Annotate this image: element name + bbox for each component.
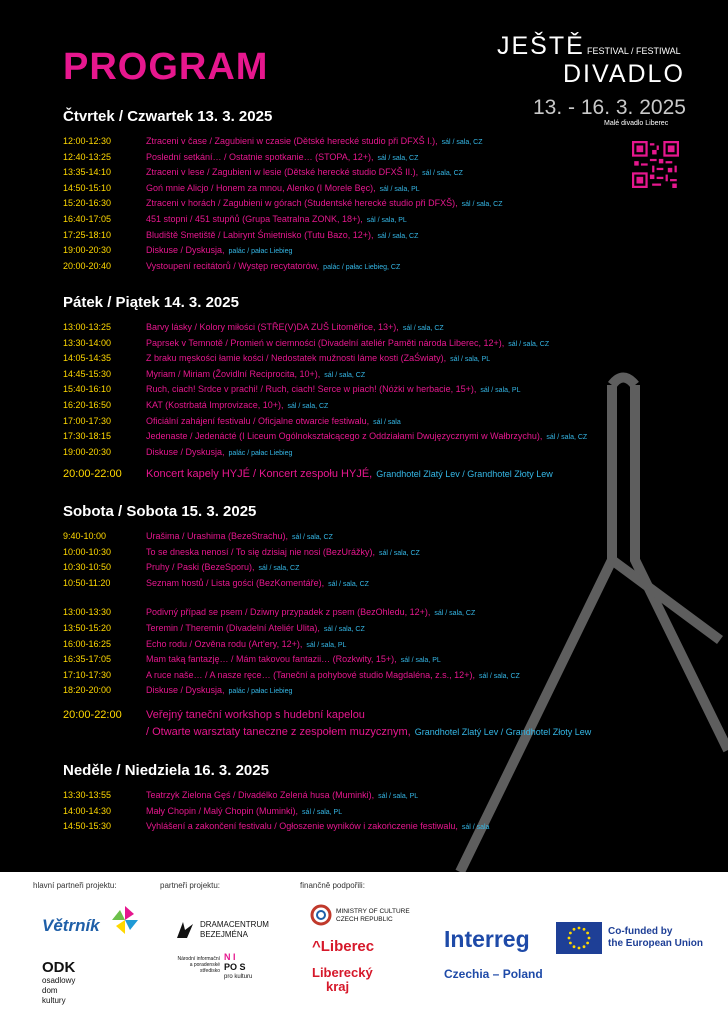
performance: Teremin / Theremin (Divadelní Ateliér Ulita), bbox=[146, 622, 320, 633]
list-item bbox=[63, 821, 703, 837]
location: sál / sala, CZ bbox=[287, 402, 329, 410]
time: 14:05-14:35 bbox=[63, 353, 112, 364]
performance: Myriam / Miriam (Žovidlní Reciprocita, 10+), bbox=[146, 368, 321, 379]
list-item bbox=[63, 806, 703, 822]
day-saturday bbox=[63, 503, 703, 741]
list-item bbox=[63, 353, 703, 369]
performance: Oficiální zahájení festivalu / Oficjalne otwarcie festiwalu, bbox=[146, 415, 370, 426]
eu-line: Co-funded by bbox=[608, 926, 673, 937]
time: 20:00-20:40 bbox=[63, 260, 112, 271]
main-partners-label: hlavní partneři projektu: bbox=[33, 881, 117, 890]
nipos-description bbox=[172, 956, 220, 974]
list-item bbox=[63, 338, 703, 354]
performance: Goń mnie Alicjo / Honem za mnou, Alenko (I Morele Bęc), bbox=[146, 182, 376, 193]
kraj-line: Liberecký bbox=[312, 965, 373, 980]
eu-line: the European Union bbox=[608, 938, 703, 949]
nipos-logo[interactable] bbox=[224, 952, 252, 982]
festival-venue: Malé divadlo Liberec bbox=[604, 120, 669, 127]
time: 10:50-11:20 bbox=[63, 577, 111, 588]
time: 13:00-13:30 bbox=[63, 607, 112, 618]
list-item bbox=[63, 245, 703, 261]
location: sál / sala, CZ bbox=[441, 139, 483, 146]
location: sál / sala, CZ bbox=[377, 232, 419, 240]
performance: Ruch, ciach! Srdce v prachi! / Ruch, ciach! Serce w piach! (Nóżki w herbacie, 15+), bbox=[146, 384, 477, 395]
location: sál / sala, CZ bbox=[508, 340, 550, 348]
performance: Teatrzyk Zielona Gęś / Divadélko Zelená husa (Muminki), bbox=[146, 790, 375, 800]
time: 16:00-16:25 bbox=[63, 638, 112, 649]
list-item bbox=[63, 167, 703, 183]
kraj-line: kraj bbox=[326, 979, 350, 994]
time: 13:50-15:20 bbox=[63, 622, 112, 633]
performance: Pruhy / Paski (BezeSporu), bbox=[146, 562, 255, 573]
nipos-desc-line: středisko bbox=[199, 968, 220, 974]
performance: Bludiště Smetiště / Labirynt Śmietnisko (Tutu Bazo, 12+), bbox=[146, 229, 374, 240]
list-item bbox=[63, 261, 703, 277]
day-title: Sobota / Sobota 15. 3. 2025 bbox=[63, 503, 257, 520]
performance: Podivný případ se psem / Dziwny przypadek z psem (BezOhledu, 12+), bbox=[146, 607, 431, 618]
dramacentrum-logo[interactable] bbox=[200, 920, 269, 940]
performance: / Otwarte warsztaty taneczne z zespołem muzycznym, bbox=[146, 725, 411, 738]
partners-label: partneři projektu: bbox=[160, 881, 221, 890]
list-item bbox=[63, 447, 703, 463]
location: palác / pałac Liebieg, CZ bbox=[323, 263, 401, 271]
performance: Jedenaste / Jedenácté (I Liceum Ogólnokształcącego z Oddziałami Dwujęzycznymi w Wałbrzychu), bbox=[146, 431, 543, 442]
odk-line: osadlowy bbox=[42, 976, 76, 985]
location: sál / sala, CZ bbox=[377, 154, 419, 162]
list-item bbox=[63, 214, 703, 230]
list-item bbox=[63, 562, 703, 578]
performance: Vystoupení recitátorů / Występ recytatorów, bbox=[146, 260, 320, 271]
time: 14:00-14:30 bbox=[63, 805, 112, 816]
performance: Diskuse / Dyskusja, bbox=[146, 245, 225, 256]
location: sál / sala, CZ bbox=[328, 580, 369, 588]
ministry-line: CZECH REPUBLIC bbox=[336, 916, 393, 923]
time: 17:00-17:30 bbox=[63, 415, 112, 426]
liberec-logo[interactable]: ^Liberec bbox=[312, 938, 375, 955]
day-friday bbox=[63, 294, 703, 488]
list-item bbox=[63, 230, 703, 246]
nipos-desc-line: a poradenské bbox=[189, 962, 220, 968]
list-item bbox=[63, 416, 703, 432]
list-item bbox=[63, 198, 703, 214]
time: 9:40-10:00 bbox=[63, 531, 107, 541]
performance-block bbox=[146, 707, 591, 741]
time: 19:00-20:30 bbox=[63, 446, 112, 457]
time: 13:00-13:25 bbox=[63, 322, 112, 332]
time: 15:20-16:30 bbox=[63, 198, 112, 209]
list-item bbox=[63, 654, 703, 670]
performance: Ztraceni v lese / Zagubieni w lesie (Dětské herecké studio DFXŠ II.), bbox=[146, 167, 419, 178]
time: 16:20-16:50 bbox=[63, 399, 112, 410]
eu-cofunding-text[interactable] bbox=[608, 926, 703, 950]
time: 12:00-12:30 bbox=[63, 136, 112, 146]
list-item bbox=[63, 639, 703, 655]
time: 13:35-14:10 bbox=[63, 167, 112, 178]
dramacentrum-line: BEZEJMÉNA bbox=[200, 930, 249, 939]
time: 13:30-14:00 bbox=[63, 337, 112, 348]
location: Grandhotel Zlatý Lev / Grandhotel Złoty Lew bbox=[376, 469, 553, 480]
nipos-desc-line: Národní informační bbox=[177, 956, 220, 962]
odk-logo[interactable] bbox=[42, 960, 75, 1006]
pinwheel-icon bbox=[110, 904, 140, 936]
list-item bbox=[63, 400, 703, 416]
location: sál / sala bbox=[373, 418, 401, 426]
location: sál / sala, CZ bbox=[546, 434, 588, 442]
day-title: Pátek / Piątek 14. 3. 2025 bbox=[63, 294, 239, 311]
location: sál / sala, PL bbox=[400, 657, 441, 665]
location: sál / sala, PL bbox=[302, 808, 343, 816]
nipos-line: N I bbox=[224, 952, 236, 962]
list-item bbox=[63, 607, 703, 623]
performance: Urašima / Urashima (BezeStrachu), bbox=[146, 531, 289, 541]
list-item bbox=[63, 384, 703, 400]
time: 14:50-15:30 bbox=[63, 821, 112, 832]
list-item bbox=[63, 136, 703, 152]
location: sál / sala, CZ bbox=[461, 201, 503, 209]
location: sál / sala, CZ bbox=[402, 325, 444, 332]
day-sunday bbox=[63, 762, 703, 837]
list-item-highlight bbox=[63, 707, 703, 741]
ministry-icon bbox=[310, 904, 332, 926]
day-thursday bbox=[63, 108, 703, 276]
location: sál / sala, CZ bbox=[324, 371, 366, 379]
performance: Paprsek v Temnotě / Promień w ciemności (Divadelní ateliér Paměti národa Liberec, 12+), bbox=[146, 337, 505, 348]
list-item bbox=[63, 152, 703, 168]
performance: To se dneska nenosí / To się dzisiaj nie nosi (BezUrážky), bbox=[146, 546, 375, 557]
time: 16:40-17:05 bbox=[63, 213, 112, 224]
dramacentrum-icon bbox=[175, 920, 195, 940]
time: 20:00-22:00 bbox=[63, 708, 122, 721]
list-item bbox=[63, 623, 703, 639]
location: sál / sala, CZ bbox=[258, 565, 300, 573]
time: 18:20-20:00 bbox=[63, 685, 112, 696]
time: 16:35-17:05 bbox=[63, 654, 112, 665]
day-title: Neděle / Niedziela 16. 3. 2025 bbox=[63, 762, 269, 779]
performance: Vyhlášení a zakončení festivalu / Ogłoszenie wyników i zakończenie festiwalu, bbox=[146, 821, 458, 832]
time: 15:40-16:10 bbox=[63, 384, 112, 395]
program-title: PROGRAM bbox=[63, 46, 269, 88]
time: 17:10-17:30 bbox=[63, 669, 112, 680]
performance: Veřejný taneční workshop s hudební kapelou bbox=[146, 708, 365, 721]
location: sál / sala, CZ bbox=[378, 549, 420, 557]
list-item-highlight bbox=[63, 468, 703, 488]
location: Grandhotel Zlatý Lev / Grandhotel Złoty Lew bbox=[414, 726, 592, 737]
odk-title: ODK bbox=[42, 959, 76, 976]
time: 17:30-18:15 bbox=[63, 431, 112, 442]
performance: Mam taką fantazję… / Mám takovou fantazii… (Rozkwity, 15+), bbox=[146, 654, 397, 665]
list-item bbox=[63, 431, 703, 447]
time: 14:45-15:30 bbox=[63, 368, 112, 379]
location: sál / sala, CZ bbox=[323, 625, 365, 633]
interreg-region: Czechia – Poland bbox=[444, 967, 543, 981]
location: palác / pałac Liebieg bbox=[228, 449, 293, 457]
list-item bbox=[63, 578, 703, 594]
nipos-line: pro kulturu bbox=[224, 974, 253, 980]
performance: Z braku męskości łamie kości / Nedostatek mužnosti láme kosti (ZaŚwiaty), bbox=[146, 353, 447, 364]
location: sál / sala, CZ bbox=[292, 534, 333, 541]
list-item bbox=[63, 531, 703, 547]
odk-line: dom bbox=[42, 986, 58, 995]
list-item bbox=[63, 183, 703, 199]
time: 12:40-13:25 bbox=[63, 151, 112, 162]
location: sál / sala, PL bbox=[306, 641, 347, 649]
location: sál / sala, PL bbox=[450, 356, 491, 364]
location: sál / sala, PL bbox=[480, 387, 521, 395]
performance: A ruce naše… / A nasze ręce… (Taneční a pohybové studio Magdaléna, z.s., 12+), bbox=[146, 669, 475, 680]
interreg-logo[interactable]: Interreg bbox=[444, 926, 530, 952]
location: palác / pałac Liebieg bbox=[228, 248, 293, 256]
performance: Mały Chopin / Malý Chopin (Muminki), bbox=[146, 805, 299, 816]
performance: Diskuse / Dyskusja, bbox=[146, 685, 225, 696]
time: 19:00-20:30 bbox=[63, 245, 112, 256]
time: 10:00-10:30 bbox=[63, 546, 112, 557]
location: sál / sala, CZ bbox=[478, 672, 520, 680]
list-item bbox=[63, 322, 703, 338]
location: sál / sala, PL bbox=[379, 185, 420, 193]
time: 13:30-13:55 bbox=[63, 790, 112, 800]
nipos-line: PO S bbox=[224, 962, 246, 972]
location: sál / sala, PL bbox=[378, 793, 419, 800]
time: 17:25-18:10 bbox=[63, 229, 112, 240]
list-item bbox=[63, 790, 703, 806]
list-item bbox=[63, 547, 703, 563]
ministry-logo[interactable] bbox=[336, 908, 410, 924]
vetrnik-logo[interactable]: Větrník bbox=[42, 916, 100, 935]
location: palác / pałac Liebieg bbox=[228, 688, 293, 696]
location: sál / sala, PL bbox=[366, 216, 407, 224]
list-item bbox=[63, 369, 703, 385]
ministry-line: MINISTRY OF CULTURE bbox=[336, 908, 410, 915]
time: 10:30-10:50 bbox=[63, 562, 112, 573]
odk-line: kultury bbox=[42, 996, 66, 1005]
logo-festival: FESTIVAL / FESTIWAL bbox=[587, 46, 681, 56]
performance: Ztraceni v čase / Zagubieni w czasie (Dětské herecké studio při DFXŠ I.), bbox=[146, 136, 438, 146]
performance: Diskuse / Dyskusja, bbox=[146, 446, 225, 457]
performance: Seznam hostů / Lista gości (BezKomentáře), bbox=[146, 577, 325, 588]
day-title: Čtvrtek / Czwartek 13. 3. 2025 bbox=[63, 108, 273, 125]
liberecky-kraj-logo[interactable] bbox=[312, 966, 373, 994]
performance: Poslední setkání… / Ostatnie spotkanie… (STOPA, 12+), bbox=[146, 151, 374, 162]
performance: KAT (Kostrbatá Improvizace, 10+), bbox=[146, 399, 284, 410]
location: sál / sala bbox=[461, 824, 490, 832]
time: 20:00-22:00 bbox=[63, 468, 122, 481]
performance: Barvy lásky / Kolory miłości (STŘE(V)DA ZUŠ Litoměřice, 13+), bbox=[146, 322, 399, 332]
performance: Echo rodu / Ozvěna rodu (Art'ery, 12+), bbox=[146, 638, 303, 649]
eu-flag-icon bbox=[556, 922, 602, 954]
dramacentrum-line: DRAMACENTRUM bbox=[200, 920, 269, 929]
location: sál / sala, CZ bbox=[434, 610, 476, 618]
festival-dates: 13. - 16. 3. 2025 bbox=[533, 96, 686, 119]
performance: Ztraceni v horách / Zagubieni w górach (Studentské herecké studio při DFXŠ), bbox=[146, 198, 458, 209]
location: sál / sala, CZ bbox=[422, 170, 463, 178]
time: 14:50-15:10 bbox=[63, 182, 112, 193]
funding-label: finančně podpořili: bbox=[300, 881, 365, 890]
logo-line2: DIVADLO bbox=[563, 60, 685, 88]
partners-footer bbox=[0, 872, 728, 1024]
list-item bbox=[63, 670, 703, 686]
logo-line1: JEŠTĚ bbox=[497, 32, 585, 60]
performance: 451 stopni / 451 stupňů (Grupa Teatralna ZONK, 18+), bbox=[146, 213, 363, 224]
performance: Koncert kapely HYJÉ / Koncert zespołu HYJÉ, bbox=[146, 468, 373, 481]
list-item bbox=[63, 685, 703, 701]
